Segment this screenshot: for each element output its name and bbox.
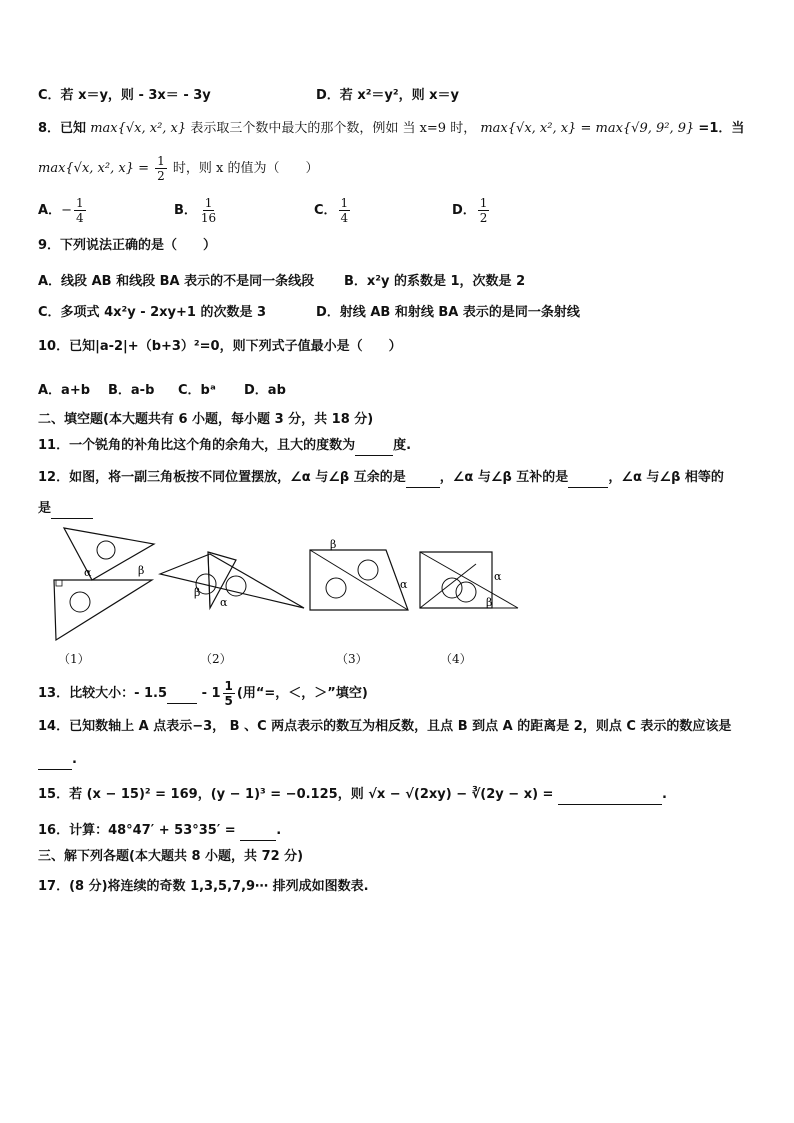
q8-line1-end: =1．当: [698, 121, 745, 136]
q16: [38, 822, 281, 841]
option-label: B．: [174, 203, 197, 218]
q13-text: 13．比较大小：- 1.5: [38, 686, 168, 701]
q12-figure-2: [156, 546, 308, 616]
q8-option-c: [314, 196, 352, 225]
fraction-denominator: 4: [340, 211, 349, 225]
q11-end: 度.: [393, 438, 412, 453]
q8-max-expression: max{√x, x², x}: [90, 121, 187, 136]
q16-end: .: [276, 823, 282, 838]
q16-blank[interactable]: [240, 822, 276, 841]
alpha-label: α: [494, 570, 502, 583]
q13-mixed-number: - 1: [201, 686, 221, 701]
option-label: A．: [38, 203, 62, 218]
q12-blank-complementary[interactable]: [406, 469, 440, 488]
q13-fraction: [223, 679, 235, 708]
option-fraction: [199, 196, 218, 225]
q8-number: 8．已知: [38, 121, 87, 136]
q8-option-b: [174, 196, 220, 225]
q9-option-a: A．线段 AB 和线段 BA 表示的不是同一条线段: [38, 274, 315, 289]
fraction-denominator: 2: [479, 211, 488, 225]
q12-figure-4: [414, 544, 524, 614]
alpha-label: α: [400, 578, 408, 591]
q13-blank[interactable]: [167, 685, 197, 704]
q12-blank-supplementary[interactable]: [568, 469, 608, 488]
q7-option-c: C．若 x＝y，则 - 3x＝ - 3y: [38, 88, 211, 103]
beta-label: β: [138, 564, 145, 577]
option-sign: −: [61, 203, 72, 218]
beta-label: β: [194, 586, 201, 599]
q7-option-d: D．若 x²＝y²，则 x＝y: [316, 88, 459, 103]
q11-blank[interactable]: [355, 437, 393, 456]
q14-line1: 14．已知数轴上 A 点表示−3， B 、C 两点表示的数互为相反数，且点 B 到点 A 的距离是 2，则点 C 表示的数应该是: [38, 719, 732, 734]
q15-blank[interactable]: [558, 786, 662, 805]
q12-line1: [38, 469, 724, 488]
q9-stem: 9．下列说法正确的是（ ）: [38, 238, 217, 253]
q12-text-supplementary: ，∠α 与∠β 互补的是: [439, 470, 569, 485]
beta-label: β: [486, 596, 493, 609]
figure-1-label: （1）: [58, 652, 90, 666]
option-fraction: [74, 196, 86, 225]
q8-question: 时，则 x 的值为（ ）: [172, 161, 319, 176]
q9-option-c: C．多项式 4x²y - 2xy+1 的次数是 3: [38, 305, 267, 320]
q14-blank[interactable]: [38, 751, 72, 770]
q8-option-a: [38, 196, 88, 225]
fraction-denominator: 16: [200, 211, 217, 225]
q10-option-c: C．bᵃ: [178, 383, 216, 398]
q12-figure-3: [306, 536, 416, 616]
q15-text: 15．若 (x − 15)² = 169，(y − 1)³ = −0.125，则 √x − √(2xy) − ∛(2y − x) =: [38, 787, 554, 802]
fraction-numerator: 1: [157, 154, 165, 168]
q8-line1: [38, 120, 744, 138]
q16-text: 16．计算：48°47′ + 53°35′ =: [38, 823, 236, 838]
fraction-denominator: 2: [157, 169, 165, 183]
q8-line2: [38, 154, 319, 183]
q15: [38, 786, 667, 805]
q12-text: 12．如图，将一副三角板按不同位置摆放，∠α 与∠β 互余的是: [38, 470, 406, 485]
fraction-numerator: 1: [204, 196, 213, 210]
q12-figure-1: [44, 522, 162, 644]
q8-condition: max{√x, x², x} =: [38, 161, 149, 176]
q12-line2: [38, 500, 93, 519]
q8-option-d: [452, 196, 491, 225]
q8-example: max{√x, x², x} = max{√9, 9², 9}: [480, 121, 695, 136]
option-label: C．: [314, 203, 337, 218]
q17: 17．(8 分)将连续的奇数 1,3,5,7,9⋯ 排列成如图数表.: [38, 879, 369, 894]
option-fraction: [339, 196, 351, 225]
q11: [38, 437, 411, 456]
figure-3-label: （3）: [336, 652, 368, 666]
option-fraction: [478, 196, 490, 225]
q8-condition-fraction: [155, 154, 167, 183]
fraction-numerator: 1: [340, 196, 349, 210]
q10-option-d: D．ab: [244, 383, 286, 398]
q12-text-equal: ，∠α 与∠β 相等的: [608, 470, 724, 485]
option-label: D．: [452, 203, 476, 218]
alpha-label: α: [220, 596, 228, 609]
q13-instruction: (用“=，＜，＞”填空): [236, 686, 368, 701]
figure-2-label: （2）: [200, 652, 232, 666]
q10-option-a: A．a+b: [38, 383, 91, 398]
fraction-denominator: 4: [75, 211, 84, 225]
fraction-numerator: 1: [479, 196, 488, 210]
beta-label: β: [330, 538, 337, 551]
fraction-numerator: 1: [224, 679, 233, 693]
q11-text: 11．一个锐角的补角比这个角的余角大，且大的度数为: [38, 438, 356, 453]
q8-definition: 表示取三个数中最大的那个数，例如 当 x=9 时，: [190, 121, 477, 136]
q13: [38, 679, 368, 708]
q10-stem: 10．已知|a-2|+（b+3）²=0，则下列式子值最小是（ ）: [38, 339, 402, 354]
q12-blank-equal[interactable]: [51, 500, 93, 519]
q15-end: .: [661, 787, 667, 802]
q10-option-b: B．a-b: [108, 383, 155, 398]
fraction-denominator: 5: [224, 694, 233, 708]
q14-line2: [38, 751, 77, 770]
alpha-label: α: [84, 566, 92, 579]
q14-end: .: [72, 752, 77, 767]
q12-text-continued: 是: [38, 501, 52, 516]
section-3-heading: 三、解下列各题(本大题共 8 小题，共 72 分): [38, 849, 304, 864]
q9-option-d: D．射线 AB 和射线 BA 表示的是同一条射线: [316, 305, 580, 320]
figure-4-label: （4）: [440, 652, 472, 666]
section-2-heading: 二、填空题(本大题共有 6 小题，每小题 3 分，共 18 分): [38, 412, 374, 427]
fraction-numerator: 1: [75, 196, 84, 210]
q9-option-b: B．x²y 的系数是 1，次数是 2: [344, 274, 526, 289]
